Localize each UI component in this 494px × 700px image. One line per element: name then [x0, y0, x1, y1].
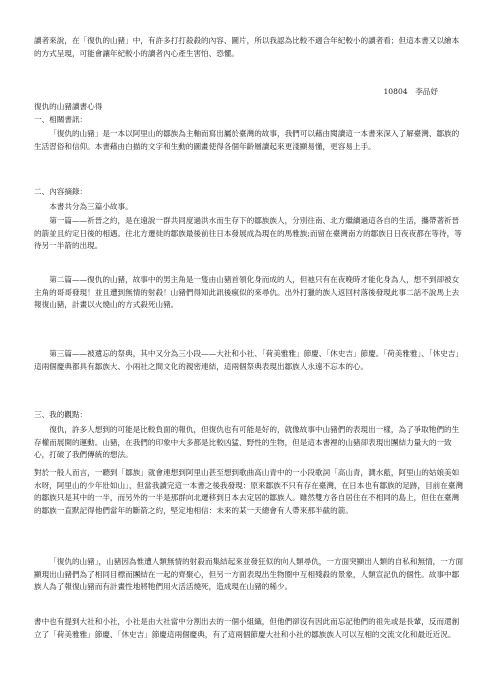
summary-part-1: 第一篇——祈晉之約，是在遠說一群共同度過洪水而生存下的鄒族族人，分別往南、北方繼續過這各自的生活，攜帶著祈晉的箭並且約定日後的相遇。往北方遷徙的鄒族最後前往日本發展成為現在的馬雅族;而留在臺灣南方的鄒族日日夜夜都在等待，等待另一半箭的出現。 — [34, 216, 462, 251]
document-title: 復仇的山豬讀書心得 — [34, 102, 103, 111]
viewpoint-paragraph-3: 「復仇的山豬」，山豬因為惟遭人類無情的射殺而集結起來並發狂似的向人類尋仇，一方面突顯出人類的自私和無情，一方面顯現出山豬們為了相同目標而團結在一起的齊聚心，但另一方面表現出生物圈中互相殘殺的景象，人類宣記仇的個性。故事中鄒族人為了報復山豬而有計畫性地將牠們用火活活燒死，造成現在山豬的稀少。 — [34, 557, 464, 592]
signature: 10804 李品妤 — [383, 87, 438, 96]
viewpoint-paragraph-2: 對於一般人而言，一聽到「鄒族」就會連想到阿里山甚至想到歌曲高山青中的一小段歌詞「高山青，澗水藍，阿里山的姑娘美如水呀，阿里山的少年壯如山」，但當我讀完這一本書之後我發現：原來鄒族不只有存在臺灣，在日本也有鄒族的足跡，目前在臺灣的鄒族只是其中的一半，而另外的一半是那群向北遷移到日本去定居的鄒族人。雖然雙方各自居住在不相同的島上，但住在臺灣的鄒族一直默記得他們當年的斷箭之約，堅定地相信：未來的某一天總會有人帶來那半截的箭。 — [34, 468, 464, 515]
section-heading-summary: 二、內容摘錄： — [34, 187, 88, 196]
section-heading-viewpoint: 三、我的觀點： — [34, 410, 88, 419]
section-1-paragraph: 「復仇的山豬」是一本以阿里山的鄒族為主軸而寫出屬於臺灣的故事，我們可以藉由閱讀這一本書來深入了解臺灣、鄒族的生活習俗和信仰。本書藉由白描的文字和生動的圖畫使得各個年齡層讀起來更淺顯易懂，更容易上手。 — [34, 129, 460, 151]
summary-part-3: 第三篇——被遺忘的祭典，其中又分為三小段——大社和小社、「荷美雅雅」節慶、「休史吉」節慶。「荷美雅雅」、「休史吉」這兩個慶典都具有鄒族大、小兩社之間文化的親密連結，這兩個祭典表現出鄒族人永遠不忘本的心。 — [34, 349, 464, 371]
intro-paragraph: 讀者來說，在「復仇的山豬」中，有許多打打殺殺的內容、圖片，所以我認為比較不適合年紀較小的讀者看；但這本書又以繪本的方式呈現，可能會讓年紀較小的讀者內心產生害怕、恐懼。 — [34, 36, 460, 58]
section-heading-related-info: 一、相關書訊： — [34, 115, 88, 124]
summary-part-2: 第二篇——復仇的山豬，故事中的男主角是一隻由山豬首領化身而成的人，但祂只有在夜晚時才能化身為人，想不到卻被女主角的哥哥發現！並且遭到無情的射殺！山豬們得知此訊後瘋似的來尋仇。出外打獵的族人返回村落後發現此事二話不說馬上去報復山豬，計畫以火燒山的方式殺死山豬。 — [34, 275, 460, 310]
viewpoint-paragraph-4: 書中也有提到大社和小社，小社是由大社當中分割出去的一個小組織，但他們卻沒有因此而忘記他們的祖先或是長輩，反而還創立了「荷美雅雅」節慶、「休史吉」節慶這兩個慶典，有了這兩個節慶大社和小社的鄒族族人可以互相的交流文化和最近近況。 — [34, 617, 460, 639]
summary-intro: 本書共分為三篇小故事。 — [49, 202, 133, 211]
viewpoint-paragraph-1: 復仇，許多人想到的可能是比較負面的報仇，但復仇也有可能是好的，就像故事中山豬們的表現出一樣，為了爭取牠們的生存權而展開的運動。山豬，在我們的印象中大多都是比較凶猛、野性的生物，但是這本書裡的山豬卻表現出團結力量大的一致心，打破了我們傳統的想法。 — [34, 425, 460, 460]
